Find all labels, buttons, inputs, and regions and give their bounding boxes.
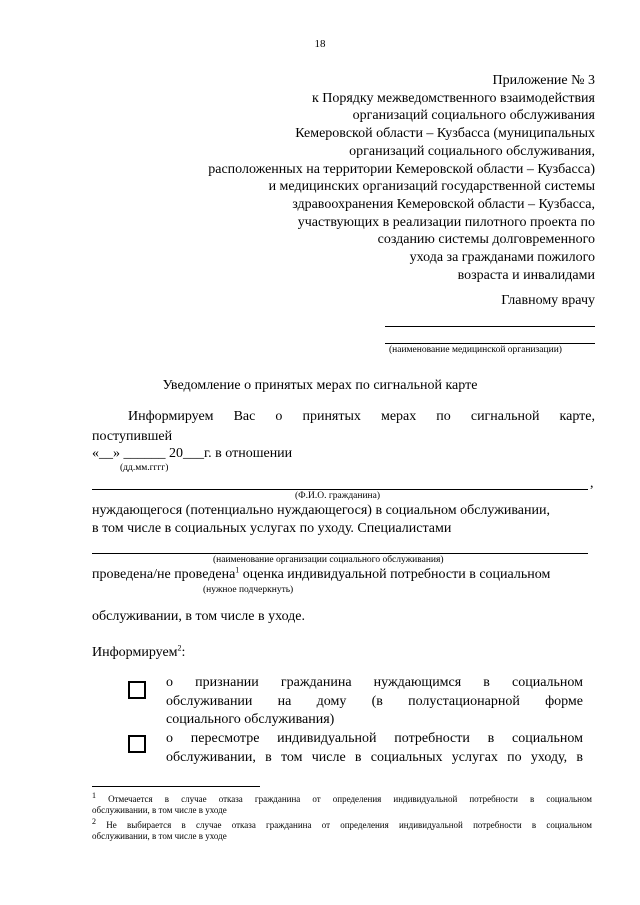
page-number: 18 <box>314 38 326 50</box>
footnote-1 <box>92 791 593 816</box>
caption-underline: (нужное подчеркнуть) <box>203 585 294 595</box>
para1-line2: поступившей <box>92 429 173 444</box>
option1-line2: обслуживании на дому (в полустационарной форме <box>166 694 583 709</box>
footnote-separator <box>92 786 260 787</box>
annex-line: и медицинских организаций государственной системы <box>268 179 595 195</box>
option2-line1: о пересмотре индивидуальной потребности в социальном <box>166 731 583 746</box>
comma: , <box>590 476 594 491</box>
annex-line: к Порядку межведомственного взаимодействия <box>311 90 595 106</box>
option1-line3: социального обслуживания) <box>166 712 335 727</box>
inform-text: Информируем <box>92 645 178 660</box>
caption-soc-org: (наименование организации социального обслуживания) <box>213 555 444 565</box>
annex-line: участвующих в реализации пилотного проекта по <box>297 214 595 230</box>
need-line-2: в том числе в социальных услугах по уходу. Специалистами <box>92 521 452 536</box>
addressee-field-line-2 <box>385 343 595 344</box>
footnote-2-mark: 2 <box>92 817 96 826</box>
annex-line: здравоохранения Кемеровской области – Кузбасса, <box>292 196 595 212</box>
done-rest: оценка индивидуальной потребности в социальном <box>239 567 551 582</box>
option1-line1: о признании гражданина нуждающимся в социальном <box>166 675 583 690</box>
addressee: Главному врачу <box>501 293 595 308</box>
annex-line: расположенных на территории Кемеровской области – Кузбасса) <box>208 161 595 177</box>
annex-line: созданию системы долговременного <box>377 232 595 248</box>
care-line: обслуживании, в том числе в уходе. <box>92 609 306 624</box>
inform-line <box>92 645 185 661</box>
footnote-1-line2: обслуживании, в том числе в уходе <box>92 805 227 815</box>
caption-date: (дд.мм.гггг) <box>120 463 169 473</box>
para1-line1: Информируем Вас о принятых мерах по сигнальной карте, <box>128 409 595 424</box>
inform-colon: : <box>181 645 186 660</box>
footnote-2 <box>92 817 593 842</box>
annex-header <box>208 72 595 284</box>
annex-line: ухода за гражданами пожилого <box>409 250 595 266</box>
footnote-1-mark: 1 <box>92 791 96 800</box>
annex-line: Приложение № 3 <box>492 73 595 88</box>
annex-line: Кемеровской области – Кузбасса (муниципальных <box>295 126 595 142</box>
footnote-ref-2: 2 <box>177 643 182 653</box>
footnote-2-line1: Не выбирается в случае отказа гражданина от определения индивидуальной потребности в социальном <box>106 820 593 830</box>
option2-checkbox[interactable] <box>128 735 146 753</box>
done-text: проведена/не проведена <box>92 567 236 582</box>
option1-checkbox[interactable] <box>128 681 146 699</box>
document-title: Уведомление о принятых мерах по сигнальной карте <box>162 378 478 393</box>
annex-line: организаций социального обслуживания <box>352 108 595 124</box>
annex-line: возраста и инвалидами <box>457 267 595 283</box>
footnote-ref-1: 1 <box>235 565 240 575</box>
annex-line: организаций социального обслуживания, <box>349 143 595 159</box>
footnote-1-line1: Отмечается в случае отказа гражданина от определения индивидуальной потребности в социальном <box>108 794 593 804</box>
footnote-2-line2: обслуживании, в том числе в уходе <box>92 831 227 841</box>
fio-field-line <box>92 489 588 490</box>
caption-fio: (Ф.И.О. гражданина) <box>295 491 380 501</box>
need-line-1: нуждающегося (потенциально нуждающегося) в социальном обслуживании, <box>92 503 550 518</box>
addressee-field-line-1 <box>385 326 595 327</box>
soc-org-field-line <box>92 553 588 554</box>
option2-line2: обслуживании, в том числе в социальных услугах по уходу, в <box>166 750 583 765</box>
done-line <box>92 567 550 583</box>
date-line: «__» ______ 20___г. в отношении <box>92 446 293 461</box>
caption-med-org: (наименование медицинской организации) <box>389 345 562 355</box>
